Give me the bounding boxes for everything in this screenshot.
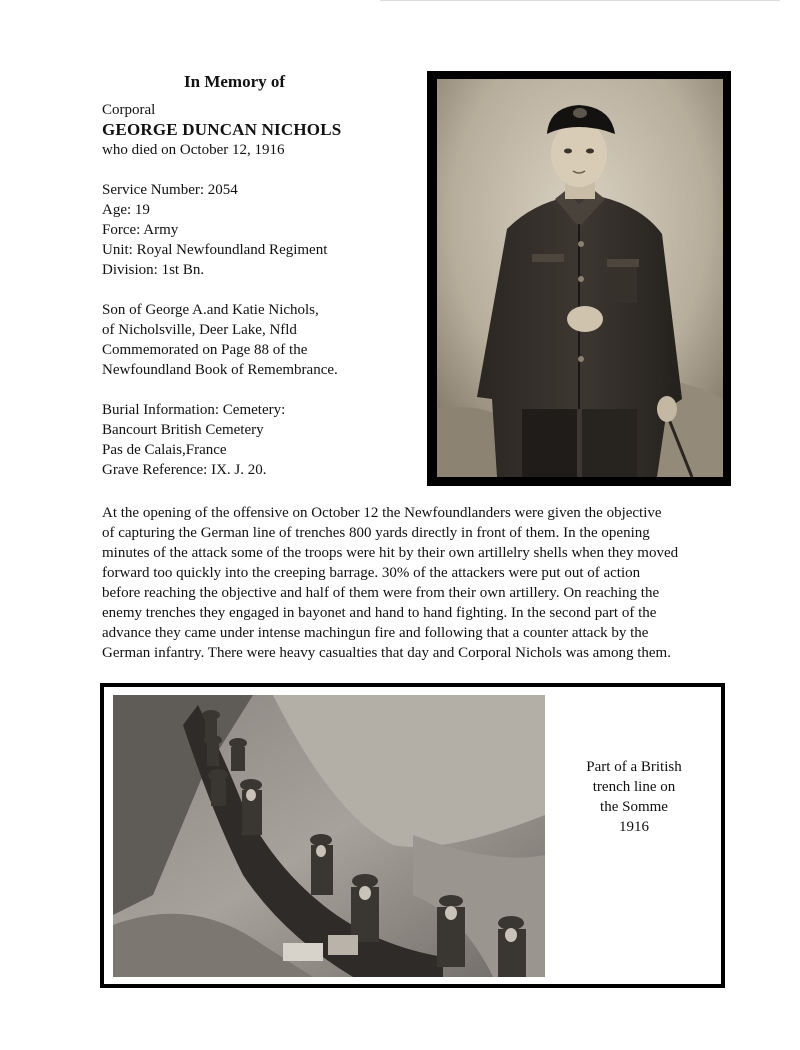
narrative-line: minutes of the attack some of the troops were hit by their own artillelry shells when they moved xyxy=(102,545,679,561)
portrait-frame xyxy=(427,71,731,486)
caption-line: the Somme xyxy=(600,799,668,815)
unit: Unit: Royal Newfoundland Regiment xyxy=(102,242,328,258)
family-line: Newfoundland Book of Remembrance. xyxy=(102,362,338,378)
memorial-heading: In Memory of xyxy=(184,72,286,91)
narrative-line: of capturing the German line of trenches 800 yards directly in front of them. In the opening xyxy=(102,525,650,541)
narrative-line: advance they came under intense machingun fire and following that a counter attack by the xyxy=(102,625,649,641)
soldier-name: GEORGE DUNCAN NICHOLS xyxy=(102,120,342,139)
burial-line: Bancourt British Cemetery xyxy=(102,422,264,438)
trench-photo-box xyxy=(100,683,725,988)
soldier-details xyxy=(102,100,422,480)
caption-line: Part of a British xyxy=(586,759,682,775)
force: Force: Army xyxy=(102,222,179,238)
narrative-line: before reaching the objective and half of them were from their own artillery. On reaching the xyxy=(102,585,660,601)
family-line: Commemorated on Page 88 of the xyxy=(102,342,308,358)
burial-line: Pas de Calais,France xyxy=(102,442,227,458)
soldier-portrait-photo xyxy=(437,79,723,477)
date-of-death: who died on October 12, 1916 xyxy=(102,142,285,158)
burial-line: Burial Information: Cemetery: xyxy=(102,402,286,418)
caption-line: 1916 xyxy=(619,819,649,835)
rank: Corporal xyxy=(102,102,156,118)
narrative-line: enemy trenches they engaged in bayonet and hand to hand fighting. In the second part of the xyxy=(102,605,657,621)
narrative-line: forward too quickly into the creeping barrage. 30% of the attackers were put out of action xyxy=(102,565,641,581)
age: Age: 19 xyxy=(102,202,150,218)
top-rule xyxy=(380,0,780,1)
photo-caption xyxy=(554,757,714,837)
narrative-line: At the opening of the offensive on October 12 the Newfoundlanders were given the objective xyxy=(102,505,662,521)
burial-line: Grave Reference: IX. J. 20. xyxy=(102,462,267,478)
narrative-line: German infantry. There were heavy casualties that day and Corporal Nichols was among them. xyxy=(102,645,671,661)
family-line: Son of George A.and Katie Nichols, xyxy=(102,302,319,318)
narrative-paragraph xyxy=(102,503,752,663)
caption-line: trench line on xyxy=(592,779,676,795)
service-number: Service Number: 2054 xyxy=(102,182,238,198)
family-line: of Nicholsville, Deer Lake, Nfld xyxy=(102,322,297,338)
division: Division: 1st Bn. xyxy=(102,262,205,278)
trench-photo xyxy=(113,695,545,977)
